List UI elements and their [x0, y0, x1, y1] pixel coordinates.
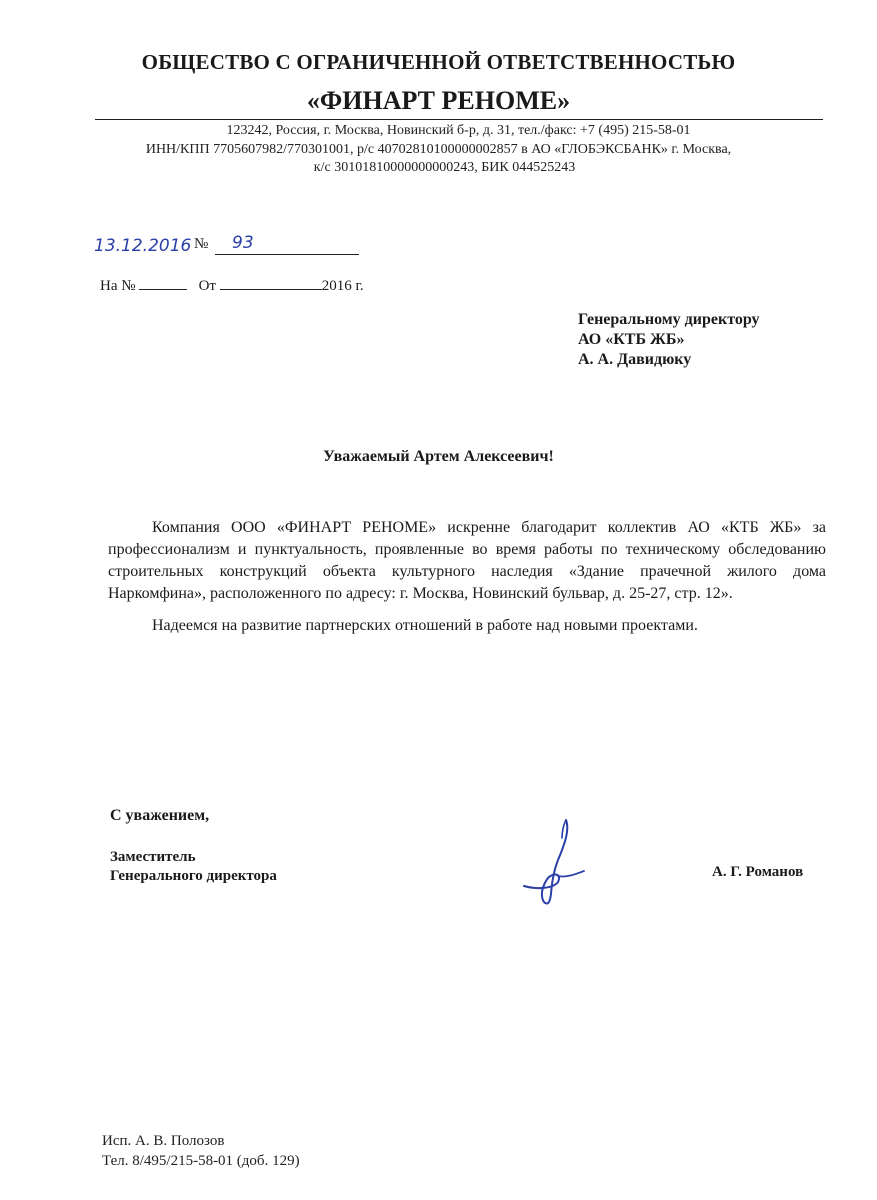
reply-date-blank	[220, 275, 322, 290]
reply-no-label: На №	[100, 278, 136, 294]
handwritten-signature	[518, 816, 588, 908]
company-name: «ФИНАРТ РЕНОМЕ»	[306, 86, 571, 115]
outgoing-date: 13.12.2016	[94, 236, 192, 256]
outgoing-number: 93	[232, 233, 254, 253]
body-paragraph-1: Компания ООО «ФИНАРТ РЕНОМЕ» искренне благодарит коллектив АО «КТБ ЖБ» за профессионализм и пунктуальность, проявленные во время работы по техническому обследованию строительных конструкций объекта культурного наследия «Здание прачечной жилого дома Наркомфина», расположенного по адресу: г. Москва, Новинский бульвар, д. 25-27, стр. 12».	[108, 519, 826, 602]
requisites-bik: к/с 30101810000000000243, БИК 044525243	[313, 160, 576, 175]
reply-year: 2016 г.	[321, 278, 364, 294]
executor-phone: Тел. 8/495/215-58-01 (доб. 129)	[102, 1153, 300, 1169]
requisites-address: 123242, Россия, г. Москва, Новинский б-р, д. 31, тел./факс: +7 (495) 215-58-01	[226, 123, 691, 138]
signer-title-line2: Генерального директора	[110, 868, 277, 884]
reply-no-blank	[139, 275, 187, 290]
signer-name: А. Г. Романов	[712, 864, 804, 880]
addressee-position: Генеральному директору	[578, 311, 760, 328]
executor-name: Исп. А. В. Полозов	[102, 1133, 225, 1149]
reply-reference	[100, 275, 364, 295]
body-paragraph-2: Надеемся на развитие партнерских отношений в работе над новыми проектами.	[152, 617, 698, 634]
outgoing-number-underline	[215, 254, 359, 255]
greeting: Уважаемый Артем Алексеевич!	[323, 448, 554, 465]
closing-regards: С уважением,	[110, 807, 210, 824]
reply-from-label: От	[198, 278, 216, 294]
outgoing-number-label: №	[194, 236, 209, 252]
signer-title-line1: Заместитель	[110, 849, 196, 865]
requisites-bank: ИНН/КПП 7705607982/770301001, р/с 40702810100000002857 в АО «ГЛОБЭКСБАНК» г. Москва,	[145, 142, 732, 157]
header-divider	[95, 119, 823, 120]
company-legal-form: ОБЩЕСТВО С ОГРАНИЧЕННОЙ ОТВЕТСТВЕННОСТЬЮ	[141, 50, 736, 74]
addressee-name: А. А. Давидюку	[578, 351, 692, 368]
addressee-organization: АО «КТБ ЖБ»	[578, 331, 685, 348]
